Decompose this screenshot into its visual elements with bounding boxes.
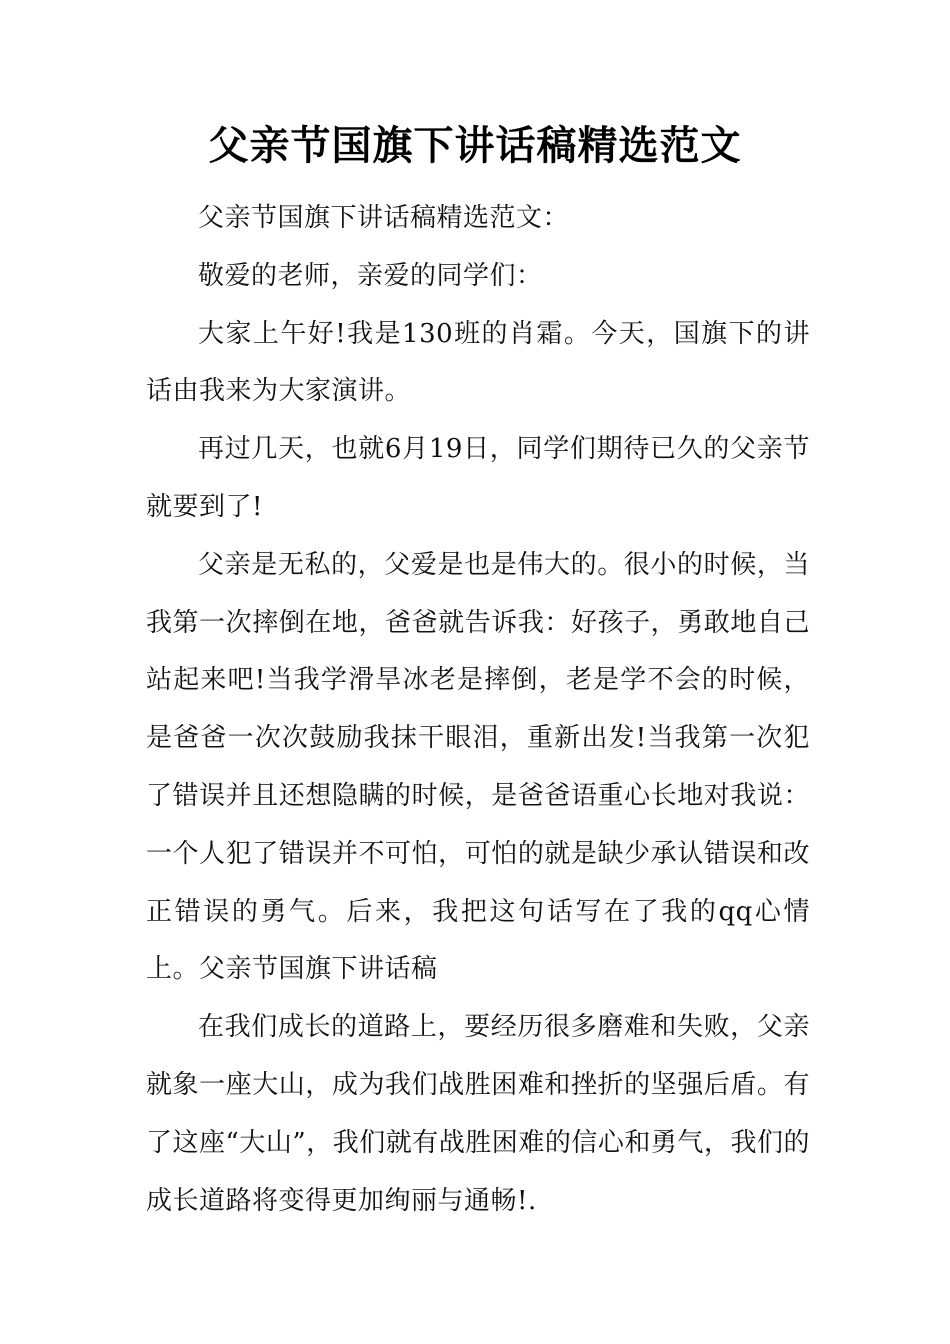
paragraph-intro-heading: 父亲节国旗下讲话稿精选范文：	[198, 203, 570, 233]
paragraph-fathers-love: 父亲是无私的，父爱是也是伟大的。很小的时候，当我第一次摔倒在地，爸爸就告诉我：好孩子，勇敢地自己站起来吧!当我学滑旱冰老是摔倒，老是学不会的时候，是爸爸一次次鼓励我抹干眼泪，重新出发!当我第一次犯了错误并且还想隐瞒的时候，是爸爸语重心长地对我说：一个人犯了错误并不可怕，可怕的就是缺少承认错误和改正错误的勇气。后来，我把这句话写在了我的qq心情上。父亲节国旗下讲话稿	[146, 549, 810, 985]
paragraph-growth-path: 在我们成长的道路上，要经历很多磨难和失败，父亲就象一座大山，成为我们战胜困难和挫折的坚强后盾。有了这座“大山”，我们就有战胜困难的信心和勇气，我们的成长道路将变得更加绚丽与通畅!.	[146, 1012, 810, 1216]
paragraph-salutation: 敬爱的老师，亲爱的同学们：	[198, 260, 543, 291]
document-title: 父亲节国旗下讲话稿精选范文	[208, 123, 742, 169]
paragraph-fathers-day-date: 再过几天，也就6月19日，同学们期待已久的父亲节就要到了!	[146, 434, 810, 522]
document-body	[146, 190, 810, 1230]
paragraph-greeting: 大家上午好!我是130班的肖霜。今天，国旗下的讲话由我来为大家演讲。	[146, 318, 810, 407]
